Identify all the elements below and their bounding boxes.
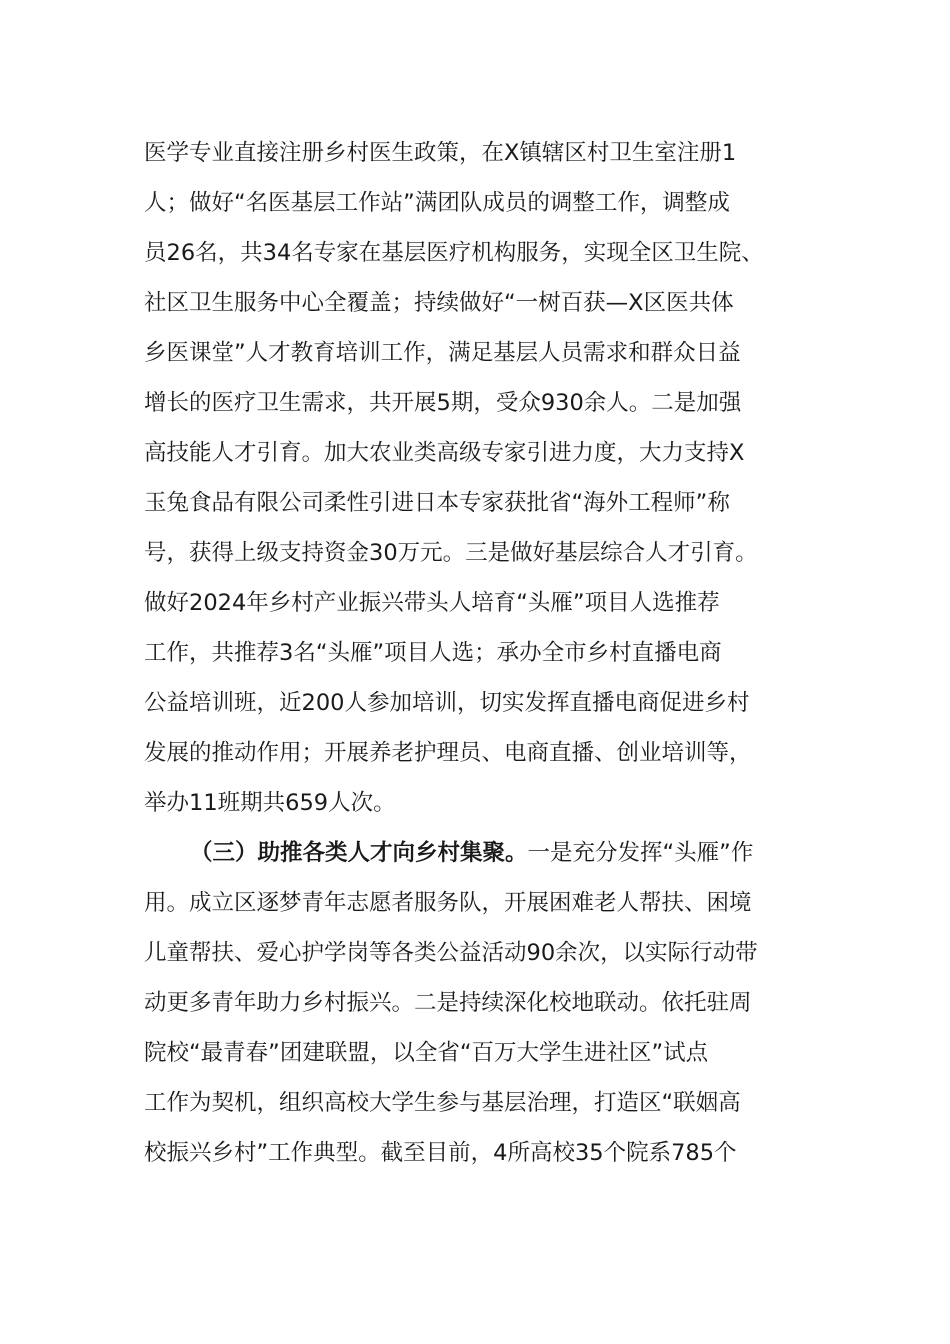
- text-line: 儿童帮扶、爱心护学岗等各类公益活动90余次，以实际行动带: [144, 940, 758, 966]
- text-line: 医学专业直接注册乡村医生政策，在X镇辖区村卫生室注册1: [144, 140, 737, 166]
- text-line: 用。成立区逐梦青年志愿者服务队，开展困难老人帮扶、困境: [144, 890, 752, 916]
- text-line: 工作为契机，组织高校大学生参与基层治理，打造区“联姻高: [144, 1090, 741, 1116]
- text-line: [144, 828, 808, 878]
- text-line: 发展的推动作用；开展养老护理员、电商直播、创业培训等，: [144, 740, 752, 766]
- text-line: 玉兔食品有限公司柔性引进日本专家获批省“海外工程师”称: [144, 490, 730, 516]
- document-page: [144, 128, 808, 1178]
- text-line: 举办11班期共659人次。: [144, 790, 396, 816]
- text-line: 乡医课堂”人才教育培训工作，满足基层人员需求和群众日益: [144, 340, 741, 366]
- paragraph-1: [144, 128, 808, 828]
- text-line: 号，获得上级支持资金30万元。三是做好基层综合人才引育。: [144, 540, 758, 566]
- text-line: 工作，共推荐3名“头雁”项目人选；承办全市乡村直播电商: [144, 640, 722, 666]
- text-line: 校振兴乡村”工作典型。截至目前，4所高校35个院系785个: [144, 1140, 737, 1166]
- text-line: 公益培训班，近200人参加培训，切实发挥直播电商促进乡村: [144, 690, 750, 716]
- heading-line-rest: 一是充分发挥“头雁”作: [527, 840, 754, 866]
- paragraph-2: [144, 828, 808, 1178]
- text-line: 人；做好“名医基层工作站”满团队成员的调整工作，调整成: [144, 190, 730, 216]
- text-line: 社区卫生服务中心全覆盖；持续做好“一树百获—X区医共体: [144, 290, 734, 316]
- text-line: 增长的医疗卫生需求，共开展5期，受众930余人。二是加强: [144, 390, 742, 416]
- text-line: 员26名，共34名专家在基层医疗机构服务，实现全区卫生院、: [144, 240, 764, 266]
- text-line: 动更多青年助力乡村振兴。二是持续深化校地联动。依托驻周: [144, 990, 752, 1016]
- text-line: 高技能人才引育。加大农业类高级专家引进力度，大力支持X: [144, 440, 745, 466]
- text-line: 做好2024年乡村产业振兴带头人培育“头雁”项目人选推荐: [144, 590, 720, 616]
- text-line: 院校“最青春”团建联盟，以全省“百万大学生进社区”试点: [144, 1040, 709, 1066]
- section-heading: （三）助推各类人才向乡村集聚。: [190, 840, 528, 866]
